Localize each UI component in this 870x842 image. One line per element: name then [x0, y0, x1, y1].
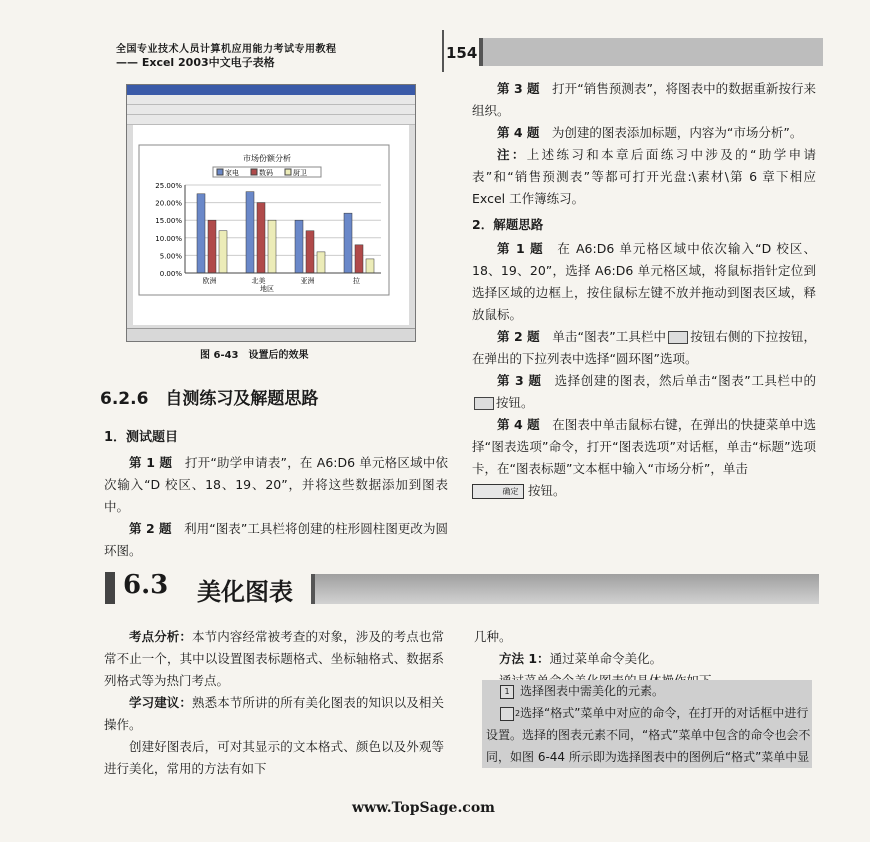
step-2-text: 选择“格式”菜单中对应的命令，在打开的对话框中进行设置。选择的图表元素不同，“格式”菜单中包含的命令也会不同，如图 6-44 所示即为选择图表中的图例后“格式”菜单中显 [486, 706, 811, 764]
subsection-heading: 1．测试题目 [104, 430, 179, 445]
bar-家电 [197, 194, 205, 273]
x-axis-label: 地区 [260, 285, 274, 293]
exam-points-text: 本节内容经常被考查的对象，涉及的考点也常常不止一个，其中以设置图表标题格式、坐标轴格式、数据系列格式等为热门考点。 [104, 629, 444, 688]
bar-家电 [344, 213, 352, 273]
a2-text-post: 按钮右侧的下拉按钮，在弹出的下拉列表中选择“圆环图”选项。 [472, 329, 816, 366]
a3-text-post: 按钮。 [496, 395, 534, 410]
y-tick-label: 20.00% [155, 199, 182, 208]
legend-label: 厨卫 [293, 169, 307, 177]
left-questions [104, 452, 448, 562]
a1-label: 第 1 题 [497, 241, 544, 256]
y-tick-label: 5.00% [159, 252, 182, 261]
exam-points [104, 626, 444, 692]
q2-label: 第 2 题 [129, 521, 172, 536]
bar-厨卫 [219, 231, 227, 273]
right-column [472, 78, 816, 502]
section-heading: 6.2.6 自测练习及解题思路 [100, 389, 319, 409]
section-6-3-banner [105, 566, 815, 610]
excel-screenshot [126, 84, 416, 342]
legend-label: 数码 [259, 169, 273, 177]
banner-left-bar [105, 572, 115, 604]
q3-text: 打开“销售预测表”，将图表中的数据重新按行来组织。 [472, 81, 816, 118]
q2-text: 利用“图表”工具栏将创建的柱形圆柱图更改为圆环图。 [104, 521, 448, 558]
answer-3 [472, 370, 816, 414]
legend-swatch [251, 169, 257, 175]
header-book-title: —— Excel 2003中文电子表格 [116, 56, 275, 69]
status-bar [127, 328, 415, 341]
intro-paragraph: 创建好图表后，可对其显示的文本格式、颜色以及外观等进行美化，常用的方法有如下 [104, 739, 444, 776]
bar-数码 [257, 203, 265, 273]
a2-label: 第 2 题 [497, 329, 540, 344]
chart-legend [213, 167, 321, 177]
step-1-text: 选择图表中需美化的元素。 [520, 684, 665, 698]
legend-label: 家电 [225, 169, 239, 177]
bar-厨卫 [317, 252, 325, 273]
answer-4 [472, 414, 816, 502]
y-tick-label: 25.00% [155, 182, 182, 190]
a3-text-pre: 选择创建的图表，然后单击“图表”工具栏中的 [554, 373, 816, 388]
q1-text: 打开“助学申请表”，在 A6:D6 单元格区域中依次输入“D 校区、18、19、20”，并将这些数据添加到图表中。 [104, 455, 448, 514]
note-text: 上述练习和本章后面练习中涉及的“助学申请表”和“销售预测表”等都可打开光盘:\素材\第 6 章下相应 Excel 工作簿练习。 [472, 147, 816, 206]
q4-text: 为创建的图表添加标题，内容为“市场分析”。 [551, 125, 803, 140]
answer-2 [472, 326, 816, 370]
bar-厨卫 [268, 220, 276, 273]
bar-厨卫 [366, 259, 374, 273]
bar-数码 [306, 231, 314, 273]
chart-type-icon [668, 331, 688, 344]
legend-swatch [217, 169, 223, 175]
x-tick-label: 拉 [353, 277, 360, 285]
study-advice-label: 学习建议： [129, 695, 193, 710]
chart-title: 市场份额分析 [243, 154, 291, 163]
step-2 [482, 702, 812, 768]
q1-label: 第 1 题 [129, 455, 173, 470]
bar-家电 [246, 192, 254, 273]
study-advice [104, 692, 444, 736]
q4-label: 第 4 题 [497, 125, 540, 140]
step-1 [482, 680, 812, 702]
answers-heading: 2．解题思路 [472, 217, 544, 232]
x-tick-label: 北美 [251, 277, 266, 285]
a4-text-end: 按钮。 [528, 483, 566, 498]
page-number: 154 [446, 44, 478, 62]
ok-button-image: 确定 [472, 484, 524, 499]
y-tick-label: 10.00% [155, 234, 182, 243]
a4-label: 第 4 题 [497, 417, 540, 432]
a1-text: 在 A6:D6 单元格区域中依次输入“D 校区、18、19、20”，选择 A6:D6 单元格区域，将鼠标指针定位到选择区域的边框上，按住鼠标左键不放并拖动到图表区域，释放鼠标。 [472, 241, 816, 322]
step-box [482, 680, 812, 768]
legend-swatch [285, 169, 291, 175]
step-1-number: 1 [500, 685, 514, 699]
header-series-title: 全国专业技术人员计算机应用能力考试专用教程 [116, 44, 337, 55]
bottom-left-column [104, 626, 444, 780]
y-tick-label: 15.00% [155, 217, 182, 226]
question-2 [104, 518, 448, 562]
question-4 [472, 122, 816, 144]
header-bar [479, 38, 823, 66]
banner-stripe [311, 574, 819, 604]
bar-数码 [208, 220, 216, 273]
method-1-label: 方法 1： [499, 651, 550, 666]
y-tick-label: 0.00% [159, 270, 182, 278]
running-header [112, 30, 444, 72]
x-tick-label: 欧洲 [202, 277, 217, 285]
a2-text-pre: 单击“图表”工具栏中 [552, 329, 667, 344]
continuation: 几种。 [474, 629, 512, 644]
x-tick-label: 亚洲 [300, 277, 315, 285]
bar-数码 [355, 245, 363, 273]
question-3 [472, 78, 816, 122]
banner-number: 6.3 [123, 570, 169, 600]
answer-1 [472, 238, 816, 326]
study-advice-text: 熟悉本节所讲的所有美化图表的知识以及相关操作。 [104, 695, 444, 732]
a3-label: 第 3 题 [497, 373, 542, 388]
method-1 [474, 648, 816, 670]
q3-label: 第 3 题 [497, 81, 540, 96]
step-2-number: 2 [500, 707, 514, 721]
market-share-chart [127, 85, 415, 341]
exam-points-label: 考点分析： [129, 629, 193, 644]
figure-caption: 图 6-43 设置后的效果 [200, 350, 309, 361]
bar-家电 [295, 220, 303, 273]
question-1 [104, 452, 448, 518]
method-1-text: 通过菜单命令美化。 [549, 651, 663, 666]
note [472, 144, 816, 210]
note-label: 注： [497, 147, 527, 162]
by-row-icon [474, 397, 494, 410]
banner-title: 美化图表 [197, 578, 293, 606]
footer-url: www.TopSage.com [352, 800, 495, 816]
a4-text: 在图表中单击鼠标右键，在弹出的快捷菜单中选择“图表选项”命令，打开“图表选项”对话框，单击“标题”选项卡，在“图表标题”文本框中输入“市场分析”，单击 [472, 417, 816, 476]
